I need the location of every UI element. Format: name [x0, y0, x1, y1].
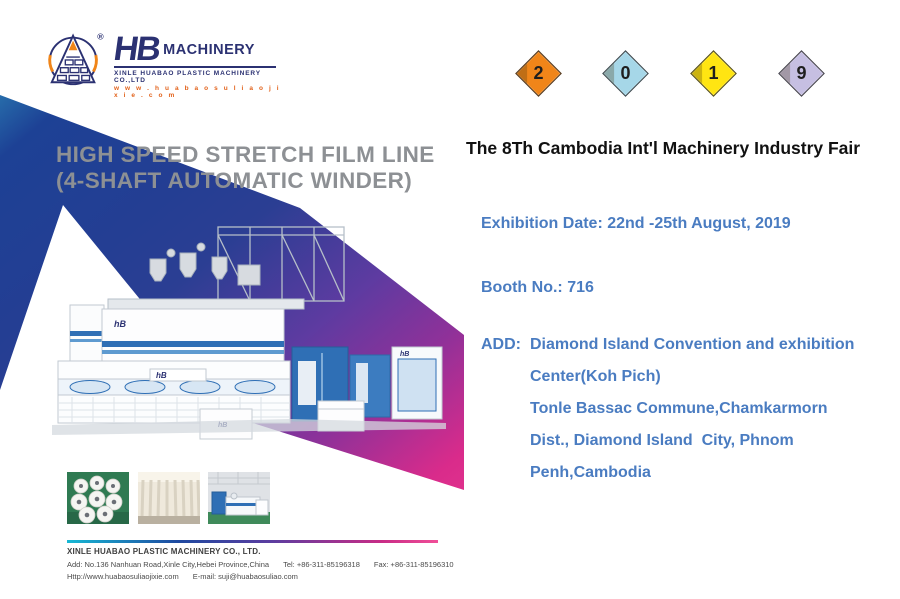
footer-company-name: XINLE HUABAO PLASTIC MACHINERY CO., LTD. — [67, 547, 261, 556]
brand-subtitle: XINLE HUABAO PLASTIC MACHINERY CO.,LTD — [114, 66, 276, 84]
svg-text:hB: hB — [114, 319, 126, 329]
address-line: Dist., Diamond Island City, Phnom — [530, 432, 794, 449]
year-digit: 2 — [533, 63, 544, 83]
event-heading: The 8Th Cambodia Int'l Machinery Industry Fair — [466, 138, 861, 158]
brand-logo — [44, 26, 281, 104]
thumbnail-film-stacks — [138, 472, 200, 524]
footer-tel: Tel: +86-311-85196318 — [283, 559, 360, 569]
year-digit: 9 — [796, 63, 807, 83]
year-diamond-1 — [690, 50, 737, 97]
exhibition-date: Exhibition Date: 22nd -25th August, 2019 — [481, 215, 791, 232]
year-diamond-9 — [778, 50, 825, 97]
footer-contact — [67, 547, 487, 581]
year-digit: 0 — [620, 63, 631, 83]
footer-address: Add: No.136 Nanhuan Road,Xinle City,Hebei Province,China — [67, 559, 270, 569]
brand-website: w w w . h u a b a o s u l i a o j i x i e . c o m — [114, 85, 281, 99]
year-digit: 1 — [708, 63, 719, 83]
footer-website: Http://www.huabaosuliaojixie.com — [67, 572, 179, 581]
address-line: Tonle Bassac Commune,Chamkarmorn — [530, 400, 828, 417]
product-title — [56, 142, 456, 194]
footer-address-line — [67, 560, 487, 569]
registered-mark: ® — [97, 31, 104, 42]
machine-photo — [50, 213, 450, 465]
product-title-line2: (4-SHAFT AUTOMATIC WINDER) — [56, 168, 413, 193]
address-line: Diamond Island Convention and exhibition — [530, 336, 855, 353]
event-address — [481, 329, 891, 489]
year-diamond-2 — [515, 50, 562, 97]
address-line: Penh,Cambodia — [530, 464, 651, 481]
booth-number: Booth No.: 716 — [481, 279, 594, 296]
footer-fax: Fax: +86-311-85196310 — [373, 559, 454, 569]
thumbnail-factory-machine — [208, 472, 270, 524]
footer-email: E-mail: suji@huabaosuliao.com — [192, 572, 298, 581]
product-title-line1: HIGH SPEED STRETCH FILM LINE — [56, 142, 435, 167]
footer-gradient-rule — [67, 540, 438, 543]
pyramid-emblem-icon — [44, 28, 106, 90]
svg-text:hB: hB — [400, 351, 410, 358]
footer-web-line — [67, 572, 487, 581]
brand-wordmark: HB — [111, 30, 162, 68]
year-diamond-0 — [602, 50, 649, 97]
thumbnail-film-rolls — [67, 472, 129, 524]
svg-text:hB: hB — [156, 371, 167, 380]
address-line: Center(Koh Pich) — [530, 368, 661, 385]
address-label: ADD: — [481, 336, 521, 353]
brand-wordmark-rest: MACHINERY — [163, 42, 255, 58]
